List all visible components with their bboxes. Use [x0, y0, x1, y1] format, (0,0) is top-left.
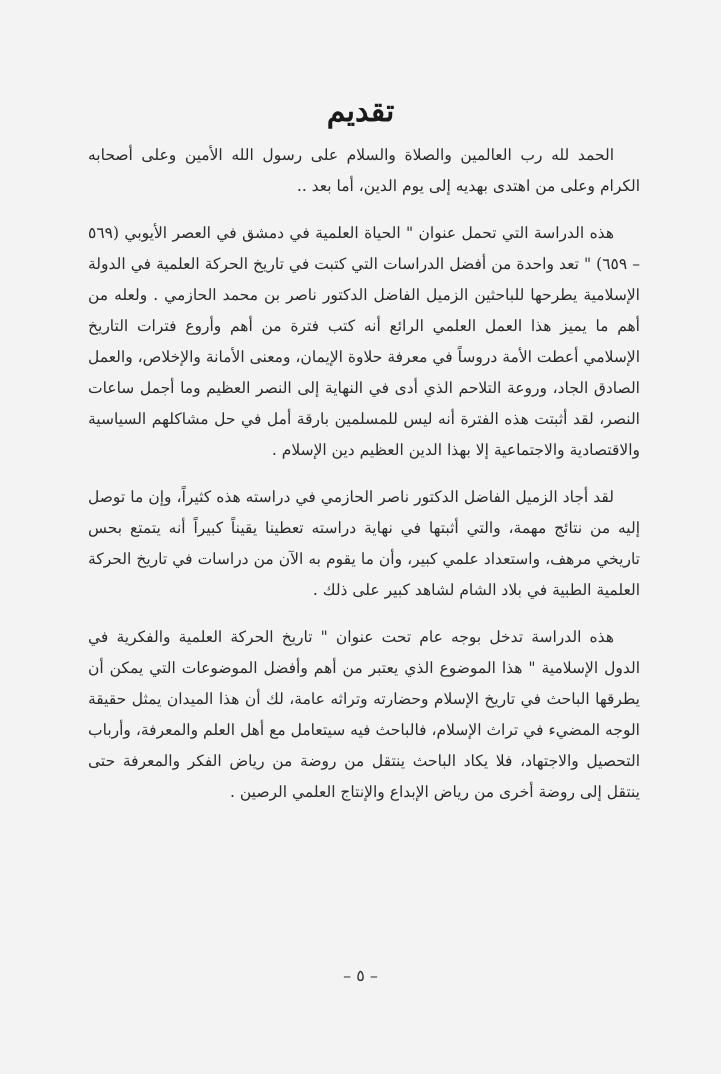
body-text	[88, 140, 640, 824]
paragraph-research-field: هذه الدراسة تدخل بوجه عام تحت عنوان " تاريخ الحركة العلمية والفكرية في الدول الإسلامية " هذا الموضوع الذي يعتبر من أهم وأفضل الموضوعات التي يمكن أن يطرقها الباحث في تاريخ الإسلام وحضارته وتراثه عامة، لك أن هذا الميدان يمثل حقيقة الوجه المضيء في تراث الإسلام، فالباحث فيه سيتعامل مع أهل العلم والمعرفة، وأرباب التحصيل والاجتهاد، فلا يكاد الباحث ينتقل من روضة من رياض الفكر والمعرفة حتى ينتقل إلى روضة أخرى من رياض الإبداع والإنتاج العلمي الرصين .	[88, 628, 640, 801]
page-title: تقديم	[326, 94, 395, 129]
paragraph-study-overview: هذه الدراسة التي تحمل عنوان " الحياة العلمية في دمشق في العصر الأيوبي (٥٦٩ – ٦٥٩) " تعد واحدة من أفضل الدراسات التي كتبت في تاريخ الحركة العلمية في الدولة الإسلامية يطرحها للباحثين الزميل الفاضل الدكتور ناصر بن محمد الحازمي . ولعله من أهم ما يميز هذا العمل العلمي الرائع أنه كتب فترة من أهم وأروع فترات التاريخ الإسلامي أعطت الأمة دروساً في معرفة حلاوة الإيمان، ومعنى الأمانة والإخلاص، والعمل الصادق الجاد، وروعة التلاحم الذي أدى في النهاية إلى النصر العظيم وما أجمل ساعات النصر، لقد أثبتت هذه الفترة أنه ليس للمسلمين بارقة أمل في حل مشاكلهم السياسية والاقتصادية والاجتماعية إلا بهذا الدين العظيم دين الإسلام .	[88, 224, 640, 459]
paragraph-author-praise: لقد أجاد الزميل الفاضل الدكتور ناصر الحازمي في دراسته هذه كثيراً، وإن ما توصل إليه من نتائج مهمة، والتي أثبتها في نهاية دراسته تعطينا يقيناً كبيراً أنه يتمتع بحس تاريخي مرهف، واستعداد علمي كبير، وأن ما يقوم به الآن من دراسات في تاريخ الحركة العلمية الطبية في بلاد الشام لشاهد كبير على ذلك .	[88, 488, 640, 599]
paragraph-opening: الحمد لله رب العالمين والصلاة والسلام على رسول الله الأمين وعلى أصحابه الكرام وعلى من اهتدى بهديه إلى يوم الدين، أما بعد ..	[88, 146, 640, 195]
page-number: – ٥ –	[343, 966, 378, 985]
